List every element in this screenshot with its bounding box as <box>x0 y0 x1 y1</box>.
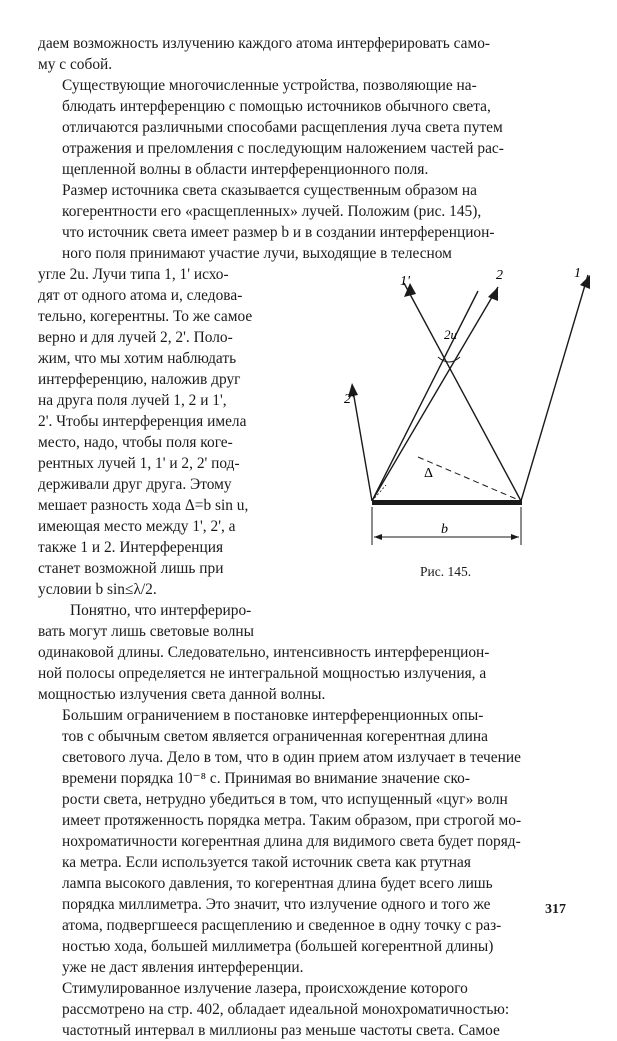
page-body <box>38 33 579 1041</box>
text-line: атома, подвергшееся расщеплению и сведенное в одну точку с раз- <box>62 917 502 934</box>
paragraph <box>38 75 579 180</box>
text-line: станет возможной лишь при <box>38 560 224 577</box>
text-line: лампа высокого давления, то когерентная длина будет всего лишь <box>62 875 493 892</box>
text-line: ка метра. Если используется такой источник света как ртутная <box>62 854 471 871</box>
text-line: условии b sin≤λ/2. <box>38 581 157 598</box>
label-delta: Δ <box>424 466 434 481</box>
text-line: что источник света имеет размер b и в создании интерференцион- <box>62 224 495 241</box>
paragraph <box>38 33 579 75</box>
ray-1 <box>521 275 588 501</box>
text-line: ностью хода, большей миллиметра (большей когерентной длины) <box>62 938 494 955</box>
wrapped-text-column <box>38 264 334 642</box>
path-difference-dashed <box>418 457 521 501</box>
text-line: блюдать интерференцию с помощью источников обычного света, <box>62 98 491 115</box>
text-line: ного поля принимают участие лучи, выходящие в телесном <box>62 245 452 262</box>
label-ray-2-prime: 2' <box>344 392 354 407</box>
ray-2-prime <box>352 385 372 501</box>
label-ray-2: 2 <box>496 268 503 283</box>
figure-caption: Рис. 145. <box>420 564 472 579</box>
dimension-arrow-right <box>511 534 519 540</box>
text-line: Стимулированное излучение лазера, происхождение которого <box>62 980 468 997</box>
dimension-arrow-left <box>374 534 382 540</box>
text-line: дят от одного атома и, следова- <box>38 287 243 304</box>
text-line: жим, что мы хотим наблюдать <box>38 350 237 367</box>
text-line: когерентности его «расщепленных» лучей. Положим (рис. 145), <box>62 203 482 220</box>
label-ray-1: 1 <box>574 266 581 281</box>
text-line: порядка миллиметра. Это значит, что излучение одного и того же <box>62 896 491 913</box>
interference-diagram <box>338 245 581 555</box>
light-source-bar <box>372 500 522 505</box>
text-line: Размер источника света сказывается существенным образом на <box>62 182 477 199</box>
text-line: тов с обычным светом является ограниченная когерентная длина <box>62 728 488 745</box>
text-line: угле 2u. Лучи типа 1, 1' исхо- <box>38 266 229 283</box>
text-line: ной полосы определяется не интегральной мощностью излучения, а <box>38 665 487 682</box>
text-line: нохроматичности когерентная длина для видимого света будет поряд- <box>62 833 521 850</box>
text-line: также 1 и 2. Интерференция <box>38 539 224 556</box>
text-line: Большим ограничением в постановке интерференционных опы- <box>62 707 484 724</box>
text-line: верно и для лучей 2, 2'. Поло- <box>38 329 233 346</box>
text-line: му с собой. <box>38 56 113 73</box>
text-line: одинаковой длины. Следовательно, интенсивность интерференцион- <box>38 644 490 661</box>
text-line: рентных лучей 1, 1' и 2, 2' под- <box>38 455 240 472</box>
text-line: 2'. Чтобы интерференция имела <box>38 413 247 430</box>
text-line: Существующие многочисленные устройства, позволяющие на- <box>62 77 477 94</box>
ray-left-up <box>372 287 498 501</box>
text-line: светового луча. Дело в том, что в один прием атом излучает в течение <box>62 749 521 766</box>
text-line: имеющая место между 1', 2', а <box>38 518 236 535</box>
text-line: вать могут лишь световые волны <box>38 623 254 640</box>
label-width: b <box>441 522 448 537</box>
text-line: отличаются различными способами расщепления луча света путем <box>62 119 503 136</box>
text-line: мощностью излучения света данной волны. <box>38 686 326 703</box>
text-line: рассмотрено на стр. 402, обладает идеальной монохроматичностью: <box>62 1001 510 1018</box>
text-line: мешает разность хода Δ=b sin u, <box>38 497 249 514</box>
text-line: отражения и преломления с последующим наложением частей рас- <box>62 140 504 157</box>
text-line: держивали друг друга. Этому <box>38 476 232 493</box>
text-line: место, надо, чтобы поля коге- <box>38 434 233 451</box>
text-line: даем возможность излучению каждого атома интерферировать само- <box>38 35 491 52</box>
paragraph <box>38 642 579 705</box>
text-line: уже не даст явления интерференции. <box>62 959 304 976</box>
text-line: времени порядка 10⁻⁸ с. Принимая во внимание значение ско- <box>62 770 470 787</box>
arrow-2 <box>488 287 498 301</box>
page-number: 317 <box>545 902 566 917</box>
text-line: частотный интервал в миллионы раз меньше частоты света. Самое <box>62 1022 500 1039</box>
text-line: щепленной волны в области интерференционного поля. <box>62 161 429 178</box>
text-line: имеет протяженность порядка метра. Таким образом, при строгой мо- <box>62 812 522 829</box>
text-line: на друга поля лучей 1, 2 и 1', <box>38 392 227 409</box>
figure-145 <box>338 245 581 585</box>
ray-2-line <box>404 283 521 501</box>
text-line: интерференцию, наложив друг <box>38 371 241 388</box>
text-line: тельно, когерентны. То же самое <box>38 308 253 325</box>
text-line: рости света, нетрудно убедиться в том, что испущенный «цуг» волн <box>62 791 508 808</box>
paragraph <box>38 978 579 1041</box>
label-ray-1-prime: 1' <box>400 274 410 289</box>
label-angle: 2u <box>444 327 457 342</box>
arrow-1 <box>580 275 590 289</box>
paragraph <box>38 705 579 978</box>
text-line: Понятно, что интерфериро- <box>70 602 252 619</box>
